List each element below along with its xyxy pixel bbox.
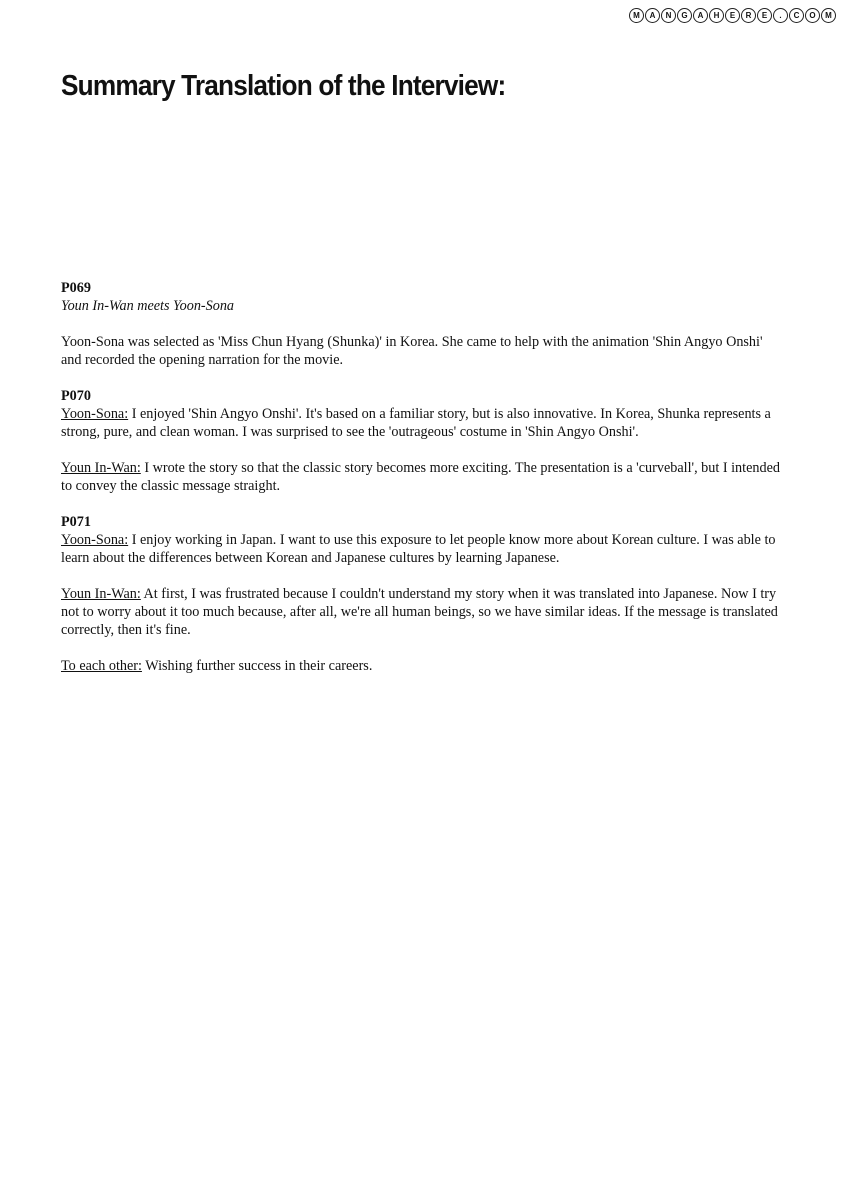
section-subtitle: Youn In-Wan meets Yoon-Sona: [61, 298, 235, 314]
spacer: [61, 567, 781, 585]
speaker-statement: Wishing further success in their careers.: [141, 658, 373, 674]
page-title: Summary Translation of the Interview:: [61, 70, 506, 102]
speaker-statement: I enjoy working in Japan. I want to use this exposure to let people know more about Korean culture. I was able to learn about the differences between Korean and Japanese cultures by learning Japanese.: [61, 532, 776, 566]
watermark-letter: A: [645, 8, 660, 23]
interview-paragraph: [61, 531, 781, 567]
interview-paragraph: [61, 657, 781, 675]
speaker-name: Yoon-Sona:: [61, 406, 129, 422]
speaker-statement: At first, I was frustrated because I couldn't understand my story when it was translated into Japanese. Now I try not to worry about it too much because, after all, we're all human beings, so we have similar ideas. If the message is translated correctly, then it's fine.: [61, 586, 778, 638]
speaker-statement: I enjoyed 'Shin Angyo Onshi'. It's based on a familiar story, but is also innovative. In Korea, Shunka represents a strong, pure, and clean woman. I was surprised to see the 'outrageous' costume in 'Shin Angyo Onshi'.: [61, 406, 771, 440]
watermark: [629, 8, 836, 23]
watermark-letter: M: [629, 8, 644, 23]
watermark-letter: M: [821, 8, 836, 23]
watermark-letter: E: [757, 8, 772, 23]
watermark-letter: C: [789, 8, 804, 23]
watermark-letter: H: [709, 8, 724, 23]
speaker-statement: I wrote the story so that the classic story becomes more exciting. The presentation is a 'curveball', but I intended to convey the classic message straight.: [61, 460, 780, 494]
speaker-name: Youn In-Wan:: [61, 586, 141, 602]
interview-content: [61, 279, 781, 675]
watermark-letter: A: [693, 8, 708, 23]
spacer: [61, 315, 781, 333]
intro-paragraph: Yoon-Sona was selected as 'Miss Chun Hyang (Shunka)' in Korea. She came to help with the animation 'Shin Angyo Onshi' and recorded the opening narration for the movie.: [61, 334, 763, 368]
spacer: [61, 495, 781, 513]
watermark-letter: .: [773, 8, 788, 23]
speaker-name: To each other:: [61, 658, 142, 674]
watermark-letter: G: [677, 8, 692, 23]
interview-paragraph: [61, 405, 781, 441]
speaker-name: Yoon-Sona:: [61, 532, 129, 548]
page-label-p071: P071: [61, 514, 91, 530]
watermark-letter: E: [725, 8, 740, 23]
page-label-p070: P070: [61, 388, 91, 404]
interview-paragraph: [61, 459, 781, 495]
interview-paragraph: [61, 585, 781, 639]
speaker-name: Youn In-Wan:: [61, 460, 141, 476]
spacer: [61, 441, 781, 459]
spacer: [61, 639, 781, 657]
page-label-p069: P069: [61, 280, 91, 296]
watermark-letter: R: [741, 8, 756, 23]
watermark-letter: O: [805, 8, 820, 23]
watermark-letter: N: [661, 8, 676, 23]
spacer: [61, 369, 781, 387]
